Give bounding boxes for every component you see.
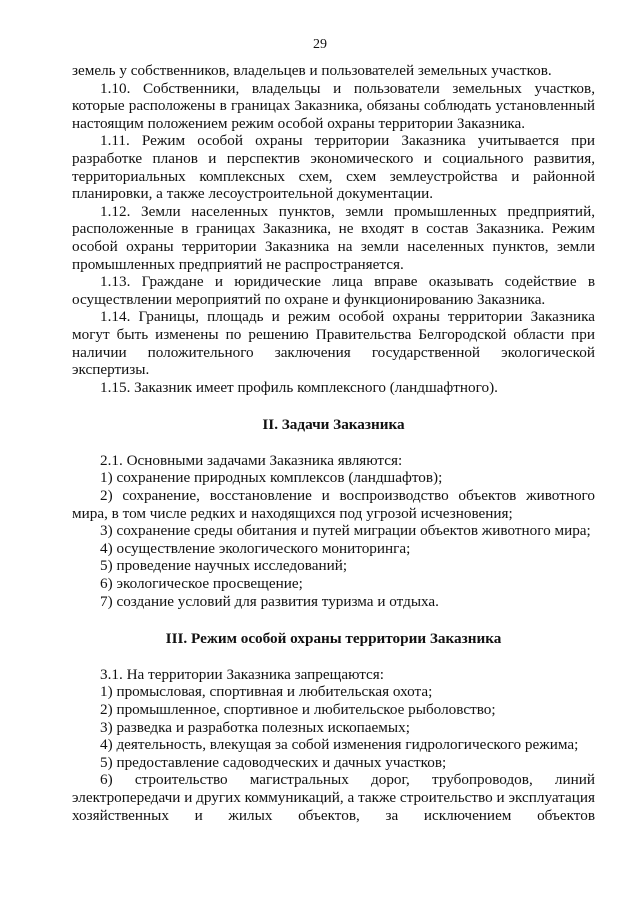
paragraph: 3) сохранение среды обитания и путей миграции объектов животного мира; — [100, 522, 591, 540]
paragraph: 5) проведение научных исследований; — [100, 557, 348, 575]
paragraph: 1.15. Заказник имеет профиль комплексного (ландшафтного). — [100, 378, 498, 396]
paragraph: 7) создание условий для развития туризма и отдыха. — [100, 592, 439, 610]
paragraph: 5) предоставление садоводческих и дачных участков; — [100, 753, 447, 771]
page-number: 29 — [313, 37, 327, 52]
paragraph: 1.10. Собственники, владельцы и пользователи земельных участков, которые расположены в границах Заказника, обязаны соблюдать установленный настоящим положением режим особой охраны территории Заказника. — [72, 79, 595, 132]
paragraph: 3) разведка и разработка полезных ископаемых; — [100, 718, 410, 736]
paragraph: 6) строительство магистральных дорог, трубопроводов, линий электропередачи и других коммуникаций, а также строительство и эксплуатация хозяйственных и жилых объектов, за исключением объектов — [72, 771, 595, 824]
paragraph: земель у собственников, владельцев и пользователей земельных участков. — [72, 62, 552, 79]
section-heading: III. Режим особой охраны территории Заказника — [165, 630, 502, 648]
paragraph: 4) осуществление экологического мониторинга; — [100, 539, 411, 557]
paragraph: 4) деятельность, влекущая за собой изменения гидрологического режима; — [100, 736, 579, 754]
paragraph: 1.12. Земли населенных пунктов, земли промышленных предприятий, расположенные в границах Заказника, не входят в состав Заказника. Режим особой охраны территории Заказника на земли населенных пунктов, земли промышленных предприятий не распространяется. — [72, 202, 595, 273]
paragraph: 2.1. Основными задачами Заказника являются: — [100, 451, 403, 469]
document-body — [72, 62, 595, 824]
section-heading: II. Задачи Заказника — [262, 416, 405, 434]
paragraph: 6) экологическое просвещение; — [100, 575, 303, 593]
paragraph: 1) промысловая, спортивная и любительская охота; — [100, 683, 433, 701]
paragraph: 1.14. Границы, площадь и режим особой охраны территории Заказника могут быть изменены по решению Правительства Белгородской области при наличии положительного заключения государственной экологической экспертизы. — [72, 308, 595, 379]
paragraph: 2) промышленное, спортивное и любительское рыболовство; — [100, 701, 496, 718]
paragraph: 1.13. Граждане и юридические лица вправе оказывать содействие в осуществлении мероприятий по охране и функционированию Заказника. — [72, 273, 595, 308]
paragraph: 3.1. На территории Заказника запрещаются: — [100, 665, 384, 683]
paragraph: 1) сохранение природных комплексов (ландшафтов); — [100, 469, 443, 487]
paragraph: 1.11. Режим особой охраны территории Заказника учитывается при разработке планов и перспектив экономического и социального развития, территориальных комплексных схем, схем землеустройства и районной планировки, а также лесоустроительной документации. — [72, 132, 595, 203]
paragraph: 2) сохранение, восстановление и воспроизводство объектов животного мира, в том числе редких и находящихся под угрозой исчезновения; — [72, 487, 595, 522]
